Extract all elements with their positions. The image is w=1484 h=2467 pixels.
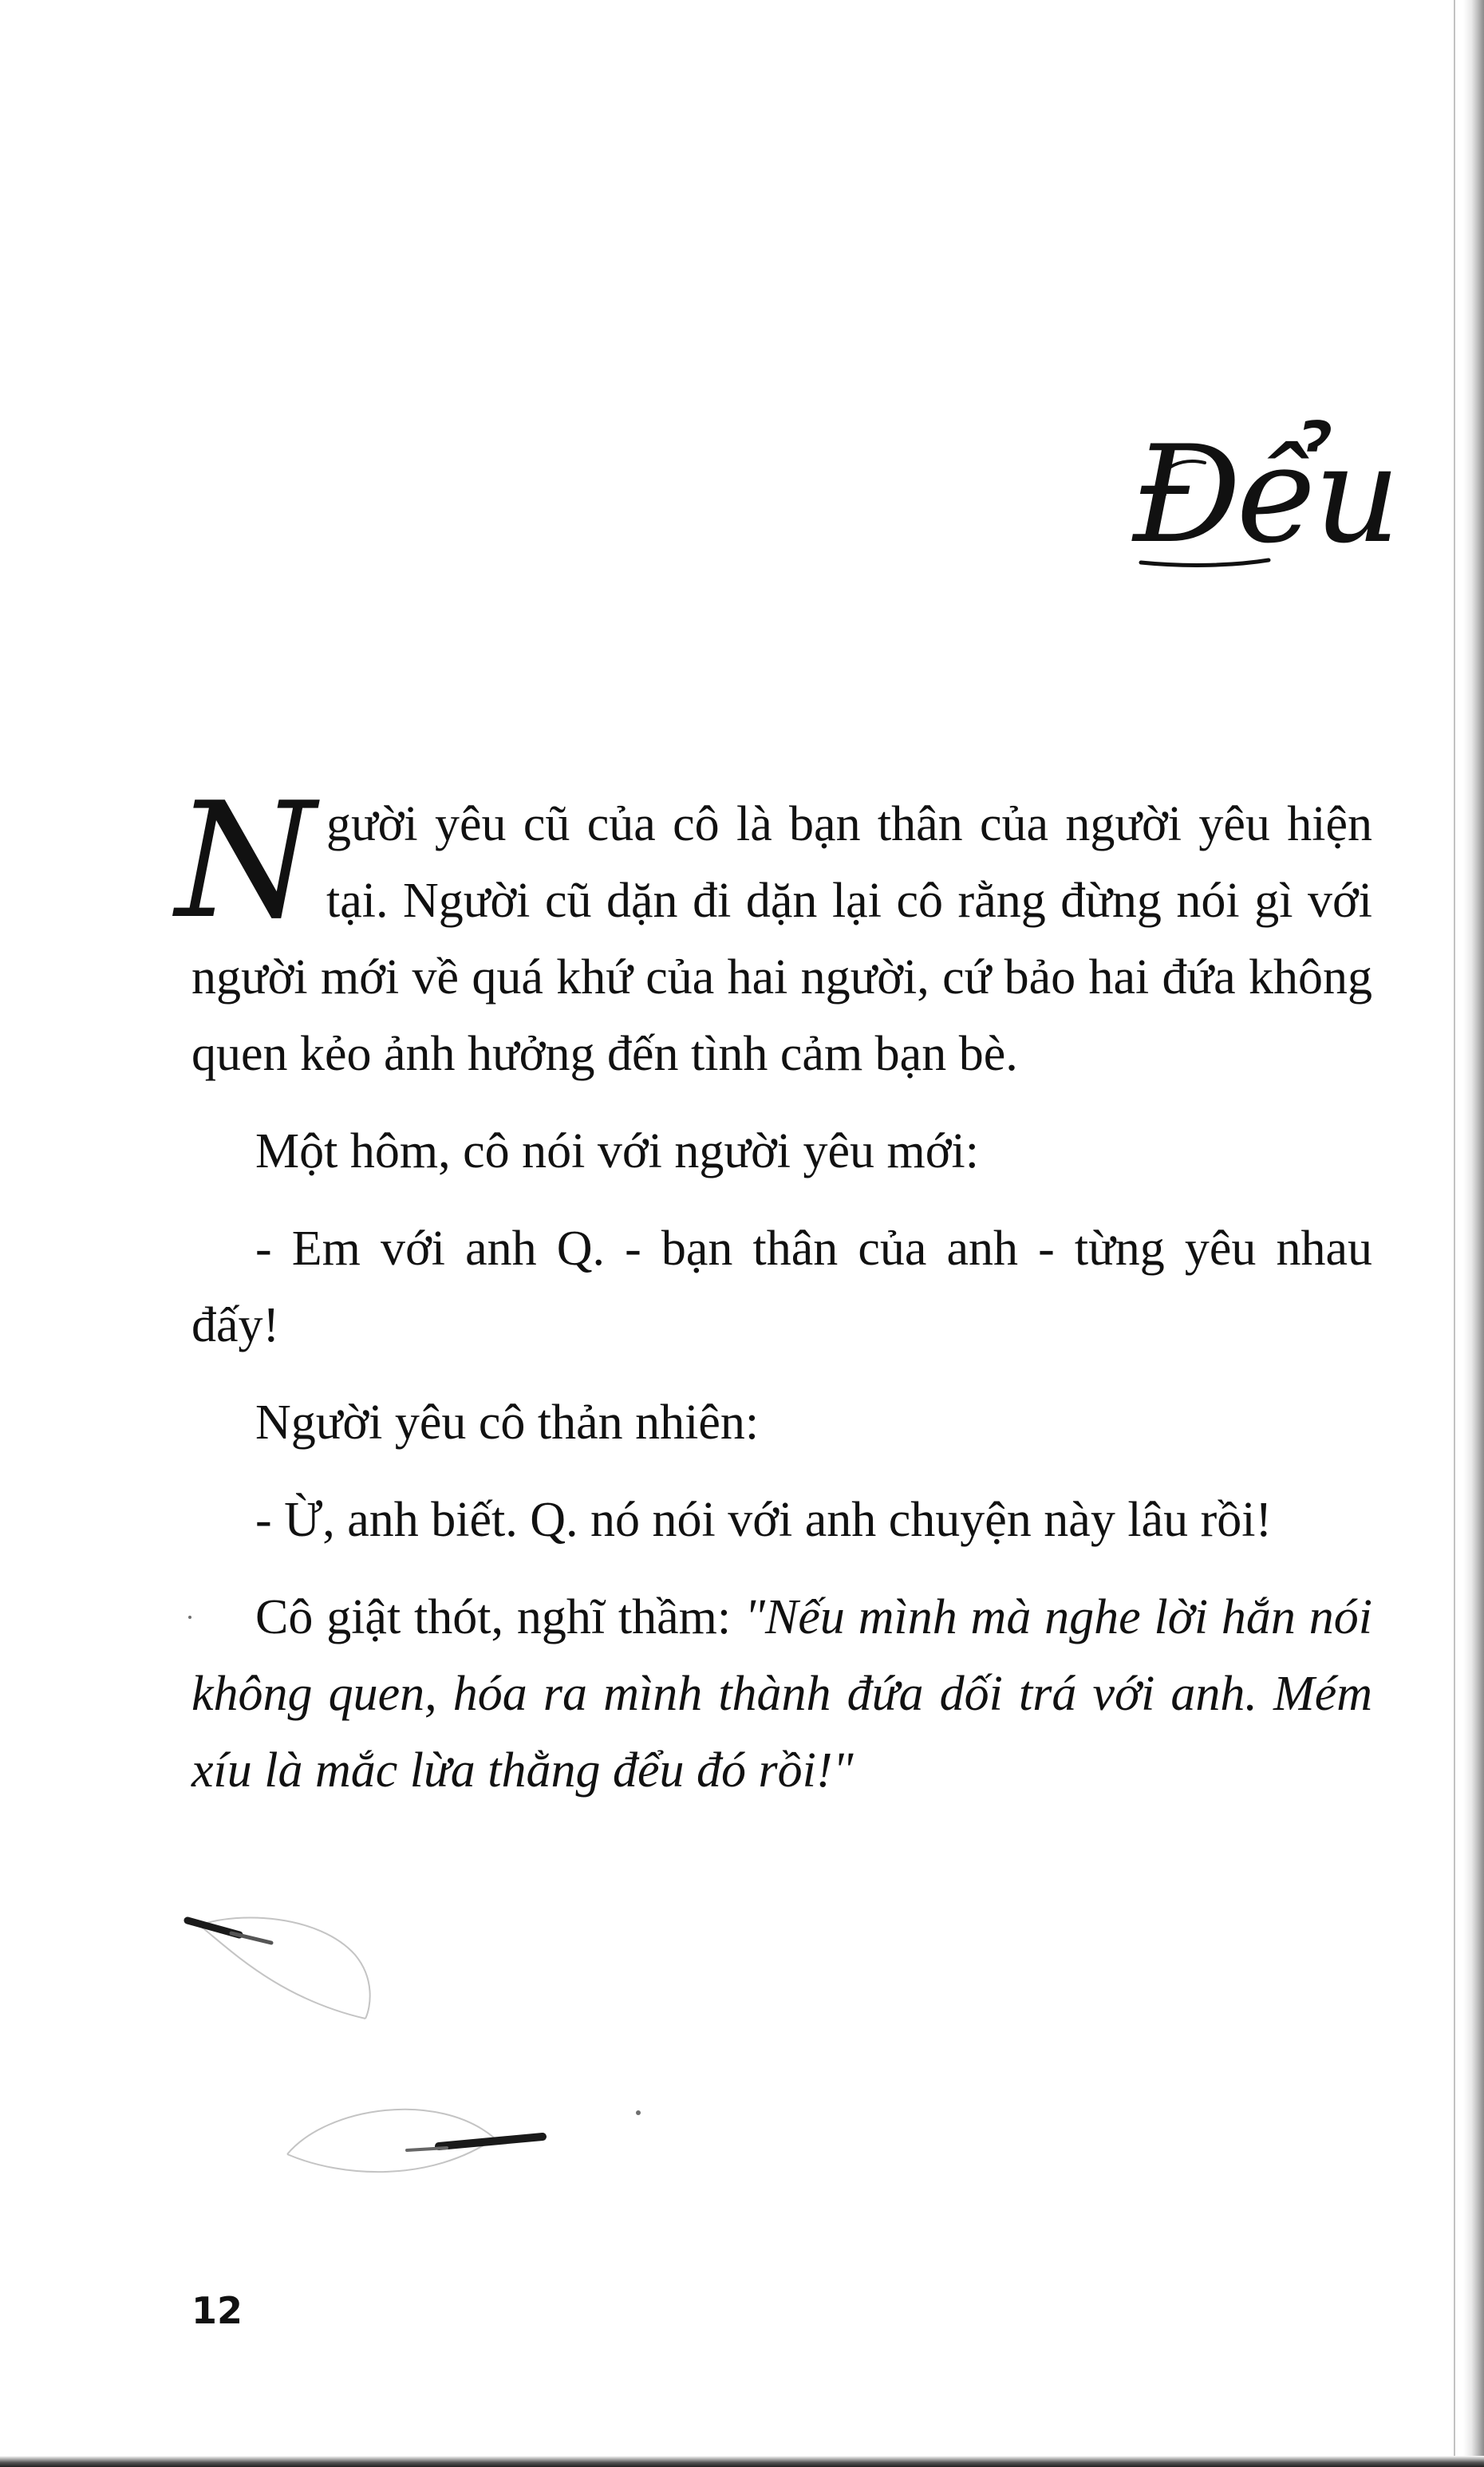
paragraph-1-text: gười yêu cũ của cô là bạn thân của người yêu hiện tại. Người cũ dặn đi dặn lại cô rằng đừng nói gì với người mới về quá khứ của hai người, cứ bảo hai đứa không quen kẻo ảnh hưởng đến tình cảm bạn bè. [191, 797, 1372, 1081]
page-edge-line [1454, 0, 1455, 2467]
page-edge-shadow [1463, 0, 1484, 2467]
leaf-ornament-top-icon [184, 1911, 391, 2023]
paragraph-4: Người yêu cô thản nhiên: [255, 1395, 760, 1450]
paragraph-6 [191, 1579, 1372, 1809]
inner-thought: "Nếu mình mà nghe lời hắn nói không quen, hóa ra mình thành đứa dối trá với anh. Mém xíu là mắc lừa thằng đểu đó rồi!" [191, 1590, 1372, 1798]
bottom-edge-shadow [0, 2456, 1484, 2467]
ink-speck [636, 2110, 641, 2115]
story-body [176, 768, 1372, 1830]
paragraph-2: Một hôm, cô nói với người yêu mới: [255, 1124, 979, 1178]
paragraph-6-lead: Cô giật thót, nghĩ thầm: [255, 1590, 744, 1644]
chapter-title: Đểu [1133, 416, 1396, 573]
title-flourish-icon [1133, 447, 1388, 574]
dialogue-line-1: - Em với anh Q. - bạn thân của anh - từng yêu nhau đấy! [191, 1222, 1372, 1352]
page-number: 12 [191, 2289, 243, 2332]
leaf-ornament-bottom-icon [279, 2074, 566, 2194]
ink-speck [188, 1616, 191, 1619]
dialogue-line-2: - Ừ, anh biết. Q. nó nói với anh chuyện này lâu rồi! [255, 1493, 1273, 1547]
paragraph-1 [176, 768, 1372, 1092]
drop-cap-letter: N [176, 768, 315, 954]
